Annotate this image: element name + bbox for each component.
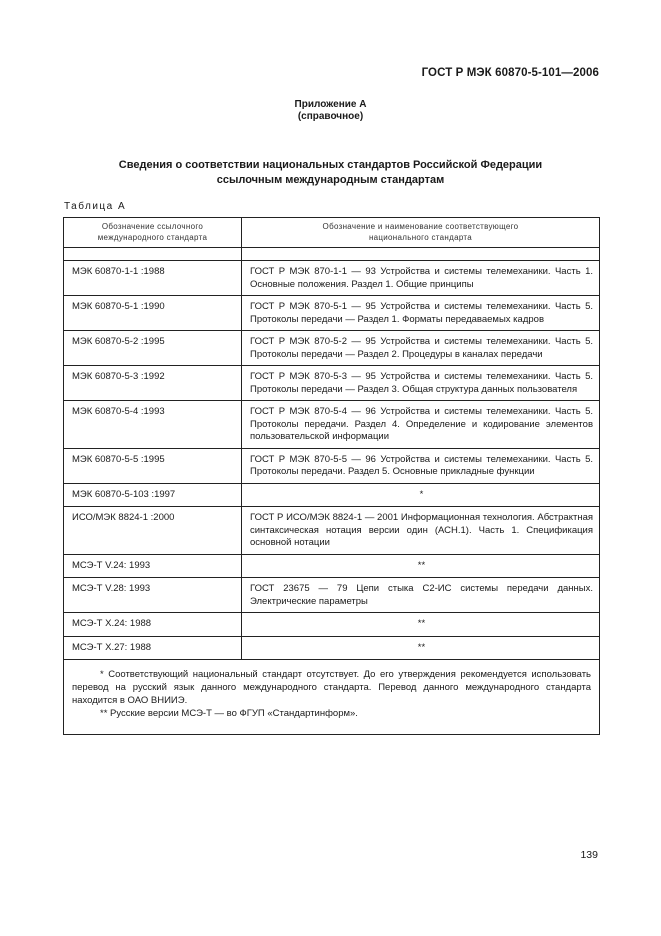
table-label: Таблица А: [64, 201, 127, 212]
table-row: [64, 401, 600, 449]
correspondence-table: [63, 217, 600, 735]
table-row: [64, 507, 600, 555]
national-standard-cell: ГОСТ Р МЭК 870-5-1 — 95 Устройства и системы телемеханики. Часть 5. Протоколы передачи — Раздел 1. Форматы передаваемых кадров: [242, 296, 600, 331]
national-standard-cell: ГОСТ Р МЭК 870-5-5 — 96 Устройства и системы телемеханики. Часть 5. Протоколы передачи. Раздел 5. Основные прикладные функции: [242, 448, 600, 483]
table-row: [64, 636, 600, 660]
national-standard-cell: ГОСТ Р ИСО/МЭК 8824-1 — 2001 Информационная технология. Абстрактная синтаксическая нотация версии один (АСН.1). Часть 1. Спецификация основной нотации: [242, 507, 600, 555]
international-standard-cell: МЭК 60870-1-1 :1988: [64, 261, 242, 296]
national-standard-footnote-mark: **: [242, 636, 600, 660]
table-row: [64, 366, 600, 401]
national-standard-footnote-mark: **: [242, 613, 600, 637]
international-standard-cell: МСЭ-Т Х.27: 1988: [64, 636, 242, 660]
table-row: [64, 554, 600, 578]
appendix-type: (справочное): [297, 111, 364, 122]
section-title-line-2: ссылочным международным стандартам: [216, 174, 445, 186]
table-row: [64, 448, 600, 483]
international-standard-cell: МСЭ-Т Х.24: 1988: [64, 613, 242, 637]
national-standard-cell: ГОСТ Р МЭК 870-5-2 — 95 Устройства и системы телемеханики. Часть 5. Протоколы передачи — Раздел 2. Процедуры в каналах передачи: [242, 331, 600, 366]
international-standard-cell: МЭК 60870-5-1 :1990: [64, 296, 242, 331]
table-header-row: [64, 218, 600, 248]
table-row: [64, 613, 600, 637]
appendix-title: Приложение А: [294, 99, 367, 110]
footnote-double-star: ** Русские версии МСЭ-Т — во ФГУП «Стандартинформ».: [100, 708, 358, 719]
international-standard-cell: МЭК 60870-5-5 :1995: [64, 448, 242, 483]
table-notes: [64, 660, 600, 735]
national-standard-footnote-mark: *: [242, 483, 600, 507]
header-international-standard: Обозначение ссылочного международного стандарта: [64, 218, 242, 248]
footnote-single-star: * Соответствующий национальный стандарт отсутствует. До его утверждения рекомендуется использовать перевод на русский язык данного международного стандарта. Перевод данного международного стандарта находится в ОАО ВНИИЭ.: [72, 669, 591, 706]
national-standard-cell: ГОСТ Р МЭК 870-5-4 — 96 Устройства и системы телемеханики. Часть 5. Протоколы передачи. Раздел 4. Определение и кодирование элементов пользовательской информации: [242, 401, 600, 449]
international-standard-cell: МСЭ-Т V.24: 1993: [64, 554, 242, 578]
table-row: [64, 331, 600, 366]
table-row: [64, 483, 600, 507]
section-title-line-1: Сведения о соответствии национальных стандартов Российской Федерации: [118, 159, 543, 171]
international-standard-cell: МЭК 60870-5-103 :1997: [64, 483, 242, 507]
international-standard-cell: МЭК 60870-5-3 :1992: [64, 366, 242, 401]
national-standard-cell: ГОСТ Р МЭК 870-1-1 — 93 Устройства и системы телемеханики. Часть 1. Основные положения. Раздел 1. Общие принципы: [242, 261, 600, 296]
national-standard-footnote-mark: **: [242, 554, 600, 578]
national-standard-cell: ГОСТ Р МЭК 870-5-3 — 95 Устройства и системы телемеханики. Часть 5. Протоколы передачи — Раздел 3. Общая структура данных пользователя: [242, 366, 600, 401]
table-spacer-row: [64, 248, 600, 261]
page-number: 139: [580, 849, 598, 861]
international-standard-cell: МЭК 60870-5-4 :1993: [64, 401, 242, 449]
section-title: [0, 158, 661, 188]
table-row: [64, 261, 600, 296]
appendix-heading: [0, 99, 661, 123]
document-code: ГОСТ Р МЭК 60870-5-101—2006: [421, 67, 599, 79]
table-row: [64, 296, 600, 331]
table-notes-row: [64, 660, 600, 735]
international-standard-cell: ИСО/МЭК 8824-1 :2000: [64, 507, 242, 555]
national-standard-cell: ГОСТ 23675 — 79 Цепи стыка С2-ИС системы передачи данных. Электрические параметры: [242, 578, 600, 613]
header-national-standard: Обозначение и наименование соответствующего национального стандарта: [242, 218, 600, 248]
table-row: [64, 578, 600, 613]
international-standard-cell: МЭК 60870-5-2 :1995: [64, 331, 242, 366]
international-standard-cell: МСЭ-Т V.28: 1993: [64, 578, 242, 613]
